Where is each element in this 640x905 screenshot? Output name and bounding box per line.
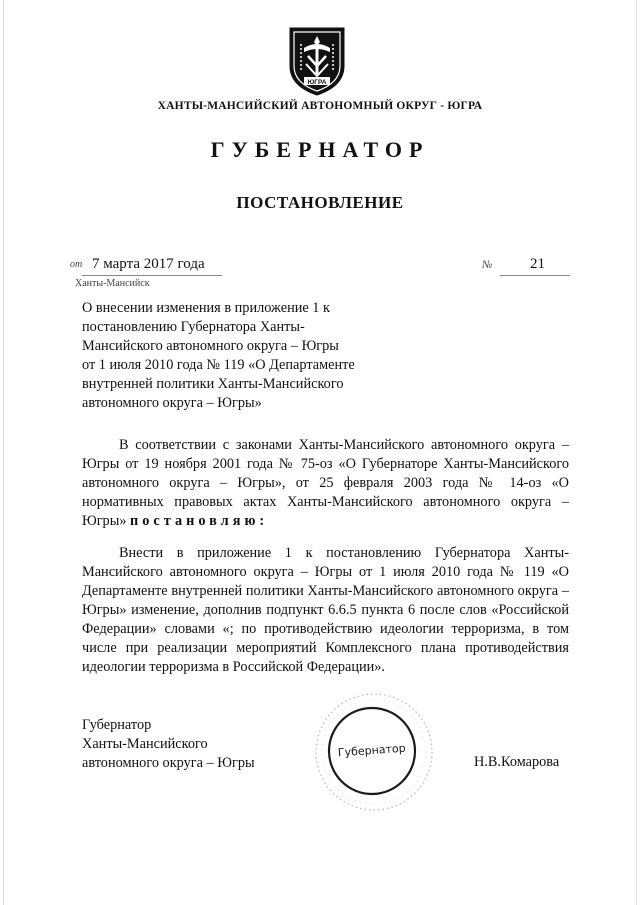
region-name: ХАНТЫ-МАНСИЙСКИЙ АВТОНОМНЫЙ ОКРУГ - ЮГРА (157, 100, 483, 112)
number-underline (500, 275, 570, 276)
page-edge-left (3, 0, 4, 905)
subject-line: Мансийского автономного округа – Югры (82, 338, 339, 354)
number-prefix: № (482, 259, 493, 271)
preamble-paragraph (82, 436, 569, 531)
signatory-name: Н.В.Комарова (474, 754, 560, 770)
document-type: ПОСТАНОВЛЕНИЕ (236, 193, 404, 212)
subject-line: О внесении изменения в приложение 1 к (82, 300, 330, 316)
operative-paragraph: Внести в приложение 1 к постановлению Губернатора Ханты-Мансийского автономного округа – Югры от 1 июля 2010 года № 119 «О Департаменте внутренней политики Ханты-Мансийского автономного округа – Югры» изменение, дополнив подпункт 6.6.5 пункта 6 после слов «Российской Федерации» словами «; по противодействию идеологии терроризма, в том числе при реализации мероприятий Комплексного плана противодействия идеологии терроризма в Российской Федерации». (82, 545, 569, 675)
document-number: 21 (530, 256, 545, 272)
subject-line: от 1 июля 2010 года № 119 «О Департаменте (82, 357, 355, 373)
signatory-position-line: автономного округа – Югры (82, 755, 255, 771)
signatory-position (82, 716, 255, 773)
emblem-label: ЮГРА (307, 79, 327, 86)
subject-line: автономного округа – Югры» (82, 395, 262, 411)
document-date: 7 марта 2017 года (92, 256, 205, 272)
date-underline (82, 275, 222, 276)
document-city: Ханты-Мансийск (75, 278, 150, 289)
subject-line: постановлению Губернатора Ханты- (82, 319, 305, 335)
date-prefix: от (70, 259, 83, 270)
document-subject (82, 299, 382, 413)
coat-of-arms-emblem (284, 22, 350, 98)
decree-word: постановляю: (130, 513, 269, 529)
stamp-text: Губернатор (337, 741, 407, 760)
page-title: ГУБЕРНАТОР (210, 137, 430, 162)
page-edge-right (636, 0, 637, 905)
preamble-text: В соответствии с законами Ханты-Мансийского автономного округа – Югры от 19 ноября 2001 года № 75-оз «О Губернаторе Ханты-Мансийского автономного округа – Югры», от 25 февраля 2003 года № 14-оз «О нормативных правовых актах Ханты-Мансийского автономного округа – Югры» (82, 437, 569, 529)
signatory-position-line: Ханты-Мансийского (82, 736, 208, 752)
official-stamp (311, 690, 437, 814)
subject-line: внутренней политики Ханты-Мансийского (82, 376, 344, 392)
date-number-row (70, 256, 570, 278)
signatory-position-line: Губернатор (82, 717, 152, 733)
